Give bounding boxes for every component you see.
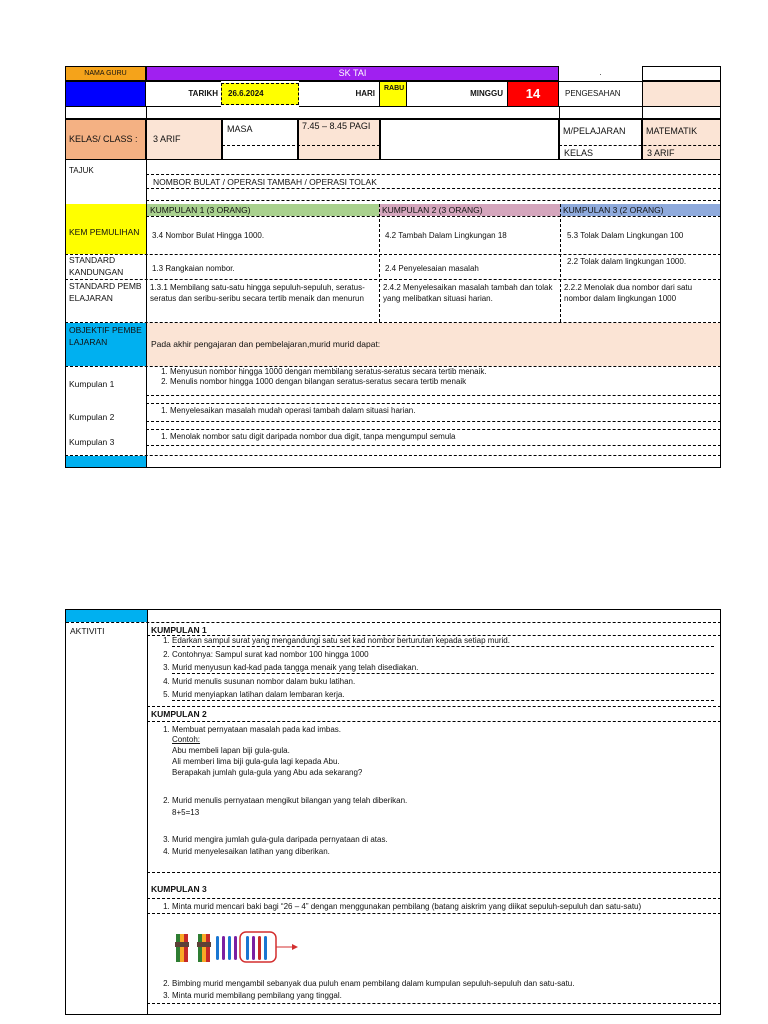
nama-guru-label: NAMA GURU: [84, 70, 127, 77]
objektif-intro-cell: [147, 323, 720, 366]
sp-label: STANDARD PEMBELAJARAN: [69, 281, 142, 303]
aktiviti-cyan-block: [66, 610, 147, 622]
sk-k1: 1.3 Rangkaian nombor.: [152, 264, 235, 273]
kelas2-label: KELAS: [564, 148, 594, 158]
aktiviti-k3-title: KUMPULAN 3: [151, 884, 207, 894]
aktiviti-table: [65, 609, 721, 1015]
objektif-label: OBJEKTIF PEMBELAJARAN: [69, 325, 142, 347]
bottom-cyan-block: [66, 456, 146, 467]
bundle-2-icon: [197, 934, 211, 962]
hari-value-cell: [379, 81, 407, 107]
obj-k2-label: Kumpulan 2: [69, 412, 115, 422]
aktiviti-k1-list: 1. Edarkan sampul surat yang mengandungi satu set kad nombor berturutan kepada setiap murid. 2. Contohnya: Sampul surat kad nombor 100 hingga 1000 3. Murid menyusun kad-kad pada tangga menaik yang telah disediakan. 4. Murid menulis susunan nombor dalam buku latihan. 5. Murid menyiapkan latihan dalam lembaran kerja.: [154, 636, 714, 701]
kelas-value-cell: [146, 119, 222, 160]
group2-header: KUMPULAN 2 (3 ORANG): [379, 204, 560, 216]
objektif-intro: Pada akhir pengajaran dan pembelajaran,murid murid dapat:: [151, 339, 381, 349]
sk-k2: 2.4 Penyelesaian masalah: [385, 264, 479, 273]
aktiviti-k2-line1: Abu membeli lapan biji gula-gula.: [172, 746, 290, 755]
tajuk-value: NOMBOR BULAT / OPERASI TAMBAH / OPERASI TOLAK: [153, 177, 377, 187]
masa-value: 7.45 – 8.45 PAGI: [302, 121, 371, 131]
minggu-value-cell: [507, 81, 559, 107]
aktiviti-k2-list-c: 3. Murid mengira jumlah gula-gula daripada pernyataan di atas. 4. Murid menyelesaikan latihan yang diberikan.: [154, 835, 714, 857]
masa-label-cell: [222, 119, 298, 160]
kelas2-value: 3 ARIF: [647, 148, 675, 158]
kem-k3: 5.3 Tolak Dalam Lingkungan 100: [567, 231, 684, 240]
blue-block: [65, 81, 146, 107]
sp-k1: 1.3.1 Membilang satu-satu hingga sepuluh-sepuluh, seratus-seratus dan seribu-seribu secara tertib menaik dan menurun: [150, 283, 365, 303]
counters-illustration: [174, 928, 302, 964]
aktiviti-k2-line3: Berapakah jumlah gula-gula yang Abu ada sekarang?: [172, 768, 363, 777]
spacer-row: [65, 107, 721, 119]
obj-k1-label: Kumpulan 1: [69, 379, 115, 389]
bundle-1-icon: [175, 934, 189, 962]
sp-k3: 2.2.2 Menolak dua nombor dari satu nombor dalam lingkungan 1000: [564, 283, 693, 303]
pengesahan-label-cell: [559, 81, 642, 107]
sk-label: STANDARD KANDUNGAN: [69, 255, 124, 277]
tajuk-label: TAJUK: [69, 166, 94, 175]
sp-k2: 2.4.2 Menyelesaikan masalah tambah dan tolak yang melibatkan situasi harian.: [383, 283, 553, 303]
mpelajaran-value: MATEMATIK: [646, 126, 698, 136]
group1-header: KUMPULAN 1 (3 ORANG): [147, 204, 379, 216]
nama-guru-cell: [65, 66, 146, 81]
aktiviti-k2-line2: Ali memberi lima biji gula-gula lagi kepada Abu.: [172, 757, 340, 766]
group3-header: KUMPULAN 3 (2 ORANG): [560, 204, 720, 216]
kem-k2: 4.2 Tambah Dalam Lingkungan 18: [385, 231, 507, 240]
masa-label: MASA: [227, 124, 253, 134]
aktiviti-label: AKTIVITI: [70, 626, 105, 636]
tarikh-value-cell: [221, 83, 299, 105]
lesson-plan-table: [65, 66, 721, 468]
single-sticks-icon: [216, 936, 237, 960]
objektif-label-cell: [66, 323, 146, 366]
top-right-cell: [642, 66, 721, 81]
hari-label-cell: [299, 81, 379, 107]
pengesahan-value-cell: [642, 81, 721, 107]
obj-k2-list: 1. Menyelesaikan masalah mudah operasi tambah dalam situasi harian.: [152, 406, 712, 416]
minggu-label: MINGGU: [470, 89, 503, 98]
pengesahan-label: PENGESAHAN: [565, 89, 621, 98]
kelas-empty-cell: [380, 119, 559, 160]
kem-k1: 3.4 Nombor Bulat Hingga 1000.: [152, 231, 265, 240]
kelas-label: KELAS/ CLASS :: [69, 134, 138, 144]
dot-text: .: [599, 68, 602, 77]
removed-sticks-icon: [240, 932, 298, 962]
school-name: SK TAI: [338, 68, 367, 78]
aktiviti-k2-title: KUMPULAN 2: [151, 709, 207, 719]
hari-value: RABU: [384, 85, 405, 92]
aktiviti-k3-list-a: 1. Minta murid mencari baki bagi “26 – 4” dengan menggunakan pembilang (batang aiskrim yang diikat sepuluh-sepuluh dan satu-satu): [154, 902, 719, 912]
masa-value-cell: [298, 119, 380, 160]
kelas-label-cell: [65, 119, 146, 160]
tarikh-value: 26.6.2024: [228, 89, 264, 98]
kem-label: KEM PEMULIHAN: [69, 227, 140, 237]
aktiviti-k2-list-b: 2. Murid menulis pernyataan mengikut bilangan yang telah diberikan.: [154, 796, 714, 806]
minggu-label-cell: [407, 81, 507, 107]
mpelajaran-label: M/PELAJARAN: [563, 126, 626, 136]
obj-k3-label: Kumpulan 3: [69, 437, 115, 447]
tarikh-label-cell: [146, 81, 221, 107]
aktiviti-k1-title: KUMPULAN 1: [151, 625, 207, 635]
kelas-value: 3 ARIF: [153, 134, 181, 144]
obj-k3-list: 1. Menolak nombor satu digit daripada nombor dua digit, tanpa mengumpul semula: [152, 432, 712, 442]
minggu-value: 14: [525, 86, 541, 101]
aktiviti-k2-list-a: 1. Membuat pernyataan masalah pada kad imbas.: [154, 725, 714, 735]
hari-label: HARI: [355, 89, 375, 98]
dot-cell: [559, 66, 642, 81]
obj-k1-list: 1. Menyusun nombor hingga 1000 dengan membilang seratus-seratus secara tertib menaik. 2. Menulis nombor hingga 1000 dengan bilangan seratus-seratus secara tertib menaik: [152, 367, 712, 387]
school-name-cell: [146, 66, 559, 81]
aktiviti-k3-list-b: 2. Bimbing murid mengambil sebanyak dua puluh enam pembilang dalam kumpulan sepuluh-sepuluh dan satu-satu. 3. Minta murid membilang pembilang yang tinggal.: [154, 979, 719, 1001]
aktiviti-k2-contoh: Contoh:: [172, 735, 201, 744]
sk-k3: 2.2 Tolak dalam lingkungan 1000.: [567, 257, 687, 266]
tarikh-label: TARIKH: [188, 89, 218, 98]
aktiviti-k2-eq: 8+5=13: [172, 808, 200, 817]
